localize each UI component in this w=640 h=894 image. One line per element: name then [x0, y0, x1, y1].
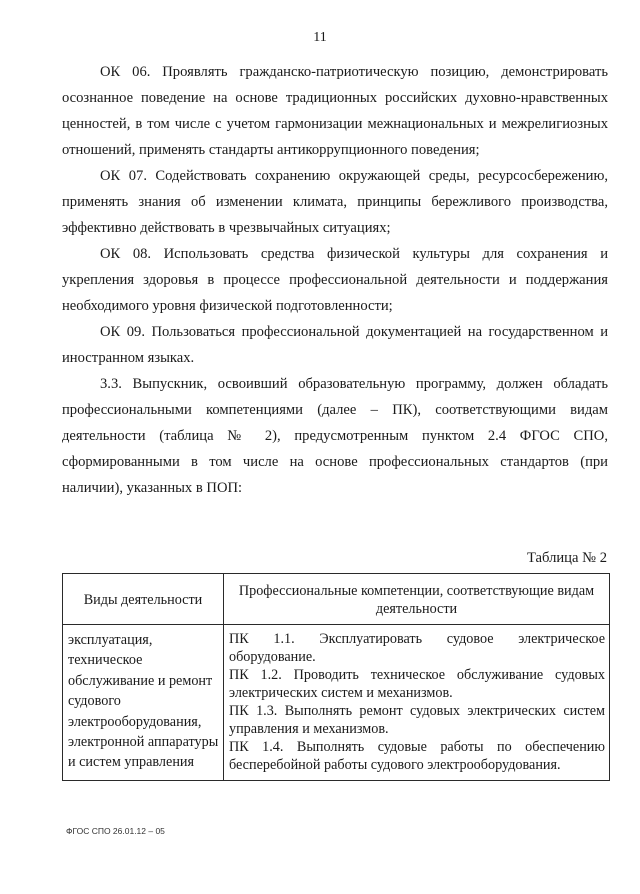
- paragraph-ok06: ОК 06. Проявлять гражданско-патриотическую позицию, демонстрировать осознанное поведение на основе традиционных российских духовно-нравственных ценностей, в том числе с учетом гармонизации межнациональных и межрелигиозных отношений, применять стандарты антикоррупционного поведения;: [62, 64, 608, 158]
- paragraph-ok09: ОК 09. Пользоваться профессиональной документацией на государственном и иностранном языках.: [62, 324, 608, 366]
- paragraph-3-3: 3.3. Выпускник, освоивший образовательную программу, должен обладать профессиональными компетенциями (далее – ПК), соответствующими видам деятельности (таблица № 2), предусмотренным пунктом 2.4 ФГОС СПО, сформированными в том числе на основе профессиональных стандартов (при наличии), указанных в ПОП:: [62, 376, 608, 496]
- activity-cell: эксплуатация, техническое обслуживание и ремонт судового электрооборудования, электронной аппаратуры и систем управления: [63, 625, 224, 781]
- footer-doc-code: ФГОС СПО 26.01.12 – 05: [66, 826, 165, 836]
- paragraph-ok07: ОК 07. Содействовать сохранению окружающей среды, ресурсосбережению, применять знания об изменении климата, принципы бережливого производства, эффективно действовать в чрезвычайных ситуациях;: [62, 168, 608, 236]
- competencies-cell: [224, 625, 610, 781]
- table-caption: Таблица № 2: [527, 550, 607, 566]
- header-activities: Виды деятельности: [63, 574, 224, 625]
- paragraph-ok08: ОК 08. Использовать средства физической культуры для сохранения и укрепления здоровья в процессе профессиональной деятельности и поддержания необходимого уровня физической подготовленности;: [62, 246, 608, 314]
- header-competencies: Профессиональные компетенции, соответствующие видам деятельности: [224, 574, 610, 625]
- document-body: [62, 59, 608, 501]
- competency-pk-1-2: ПК 1.2. Проводить техническое обслуживание судовых электрических систем и механизмов.: [229, 667, 605, 701]
- page-number: 11: [313, 30, 327, 45]
- table-row: [63, 625, 610, 781]
- competencies-table: [62, 573, 610, 781]
- competency-pk-1-3: ПК 1.3. Выполнять ремонт судовых электрических систем управления и механизмов.: [229, 703, 605, 737]
- competency-pk-1-1: ПК 1.1. Эксплуатировать судовое электрическое оборудование.: [229, 631, 605, 665]
- table-header-row: [63, 574, 610, 625]
- competency-pk-1-4: ПК 1.4. Выполнять судовые работы по обеспечению бесперебойной работы судового электрооборудования.: [229, 739, 605, 773]
